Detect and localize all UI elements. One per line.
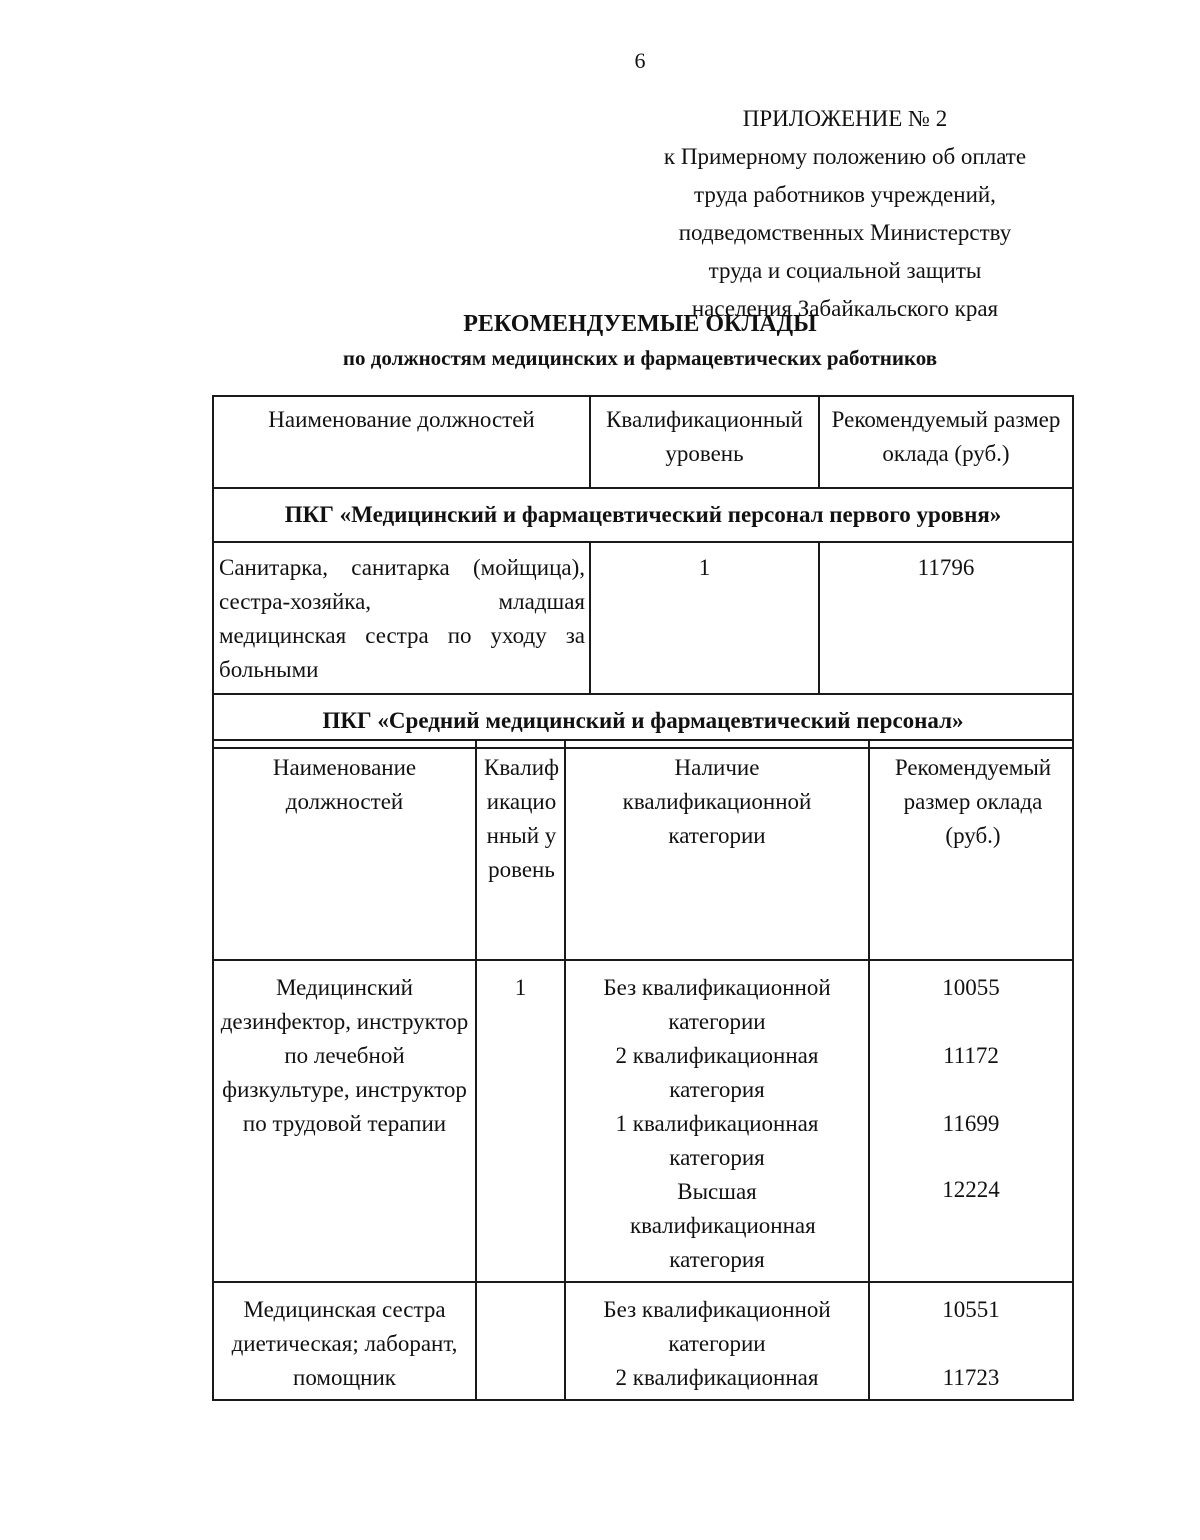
appendix-line: труда и социальной защиты xyxy=(708,258,982,283)
salary-value: 11723 xyxy=(942,1365,1000,1390)
position-cell: Медицинская сестра диетическая; лаборант, помощник xyxy=(213,1282,476,1400)
appendix-line: к Примерному положению об оплате xyxy=(663,144,1027,169)
document-title xyxy=(120,307,1160,375)
category-cell xyxy=(565,1282,869,1400)
position-cell: Медицинский дезинфектор, инструктор по лечебной физкультуре, инструктор по трудовой терапии xyxy=(213,960,476,1282)
salary-cell xyxy=(869,1282,1073,1400)
header-level: Квалификационный уровень xyxy=(590,396,819,488)
table-row xyxy=(213,542,1073,694)
header-category xyxy=(565,740,869,960)
salary-cell xyxy=(869,960,1073,1282)
category-item: Высшая квалификационная категория xyxy=(630,1179,816,1272)
category-item: Без квалификационной категории xyxy=(603,1297,831,1356)
salary-value: 10055 xyxy=(942,975,1000,1000)
page-number: 6 xyxy=(634,48,646,73)
category-item: 1 квалификационная категория xyxy=(615,1111,819,1170)
category-item: Без квалификационной категории xyxy=(603,975,831,1034)
salary-table-top xyxy=(212,395,1074,749)
salary-value: 11172 xyxy=(943,1043,999,1068)
group-title-first-level: ПКГ «Медицинский и фармацевтический персонал первого уровня» xyxy=(213,488,1073,542)
salary-value: 11699 xyxy=(942,1111,1000,1136)
level-cell: 1 xyxy=(476,960,565,1282)
header-salary: Рекомендуемый размер оклада (руб.) xyxy=(819,396,1073,488)
level-cell: 1 xyxy=(590,542,819,694)
position-cell: Санитарка, санитарка (мойщица), сестра-хозяйка, младшая медицинская сестра по уходу за больными xyxy=(213,542,590,694)
appendix-line: населения Забайкальского края xyxy=(691,296,999,321)
salary-cell: 11796 xyxy=(819,542,1073,694)
header-category-text: Наличие квалификационной категории xyxy=(622,755,812,848)
salary-value: 12224 xyxy=(942,1177,1000,1202)
header-salary xyxy=(869,740,1073,960)
group-row xyxy=(213,488,1073,542)
header-level: Квалификационный уровень xyxy=(476,740,565,960)
title-main: РЕКОМЕНДУЕМЫЕ ОКЛАДЫ xyxy=(463,311,817,337)
title-sub: по должностям медицинских и фармацевтических работников xyxy=(342,346,938,370)
appendix-header xyxy=(600,100,1090,328)
header-position: Наименование должностей xyxy=(213,396,590,488)
table-row xyxy=(213,960,1073,1282)
header-salary-text: Рекомендуемый размер оклада (руб.) xyxy=(894,755,1052,848)
group-title-middle-level: ПКГ «Средний медицинский и фармацевтический персонал» xyxy=(213,694,1073,748)
category-item: 2 квалификационная категория xyxy=(615,1043,819,1102)
salary-table-middle xyxy=(212,739,1074,1401)
table-header-row xyxy=(213,740,1073,960)
table-header-row xyxy=(213,396,1073,488)
category-cell xyxy=(565,960,869,1282)
header-position xyxy=(213,740,476,960)
appendix-line: труда работников учреждений, xyxy=(694,182,996,207)
header-position-text: Наименование должностей xyxy=(272,755,417,814)
category-item: 2 квалификационная xyxy=(615,1365,819,1390)
appendix-line: подведомственных Министерству xyxy=(678,220,1012,245)
salary-value: 10551 xyxy=(942,1297,1000,1322)
table-row xyxy=(213,1282,1073,1400)
level-cell xyxy=(476,1282,565,1400)
appendix-title: ПРИЛОЖЕНИЕ № 2 xyxy=(742,106,948,131)
